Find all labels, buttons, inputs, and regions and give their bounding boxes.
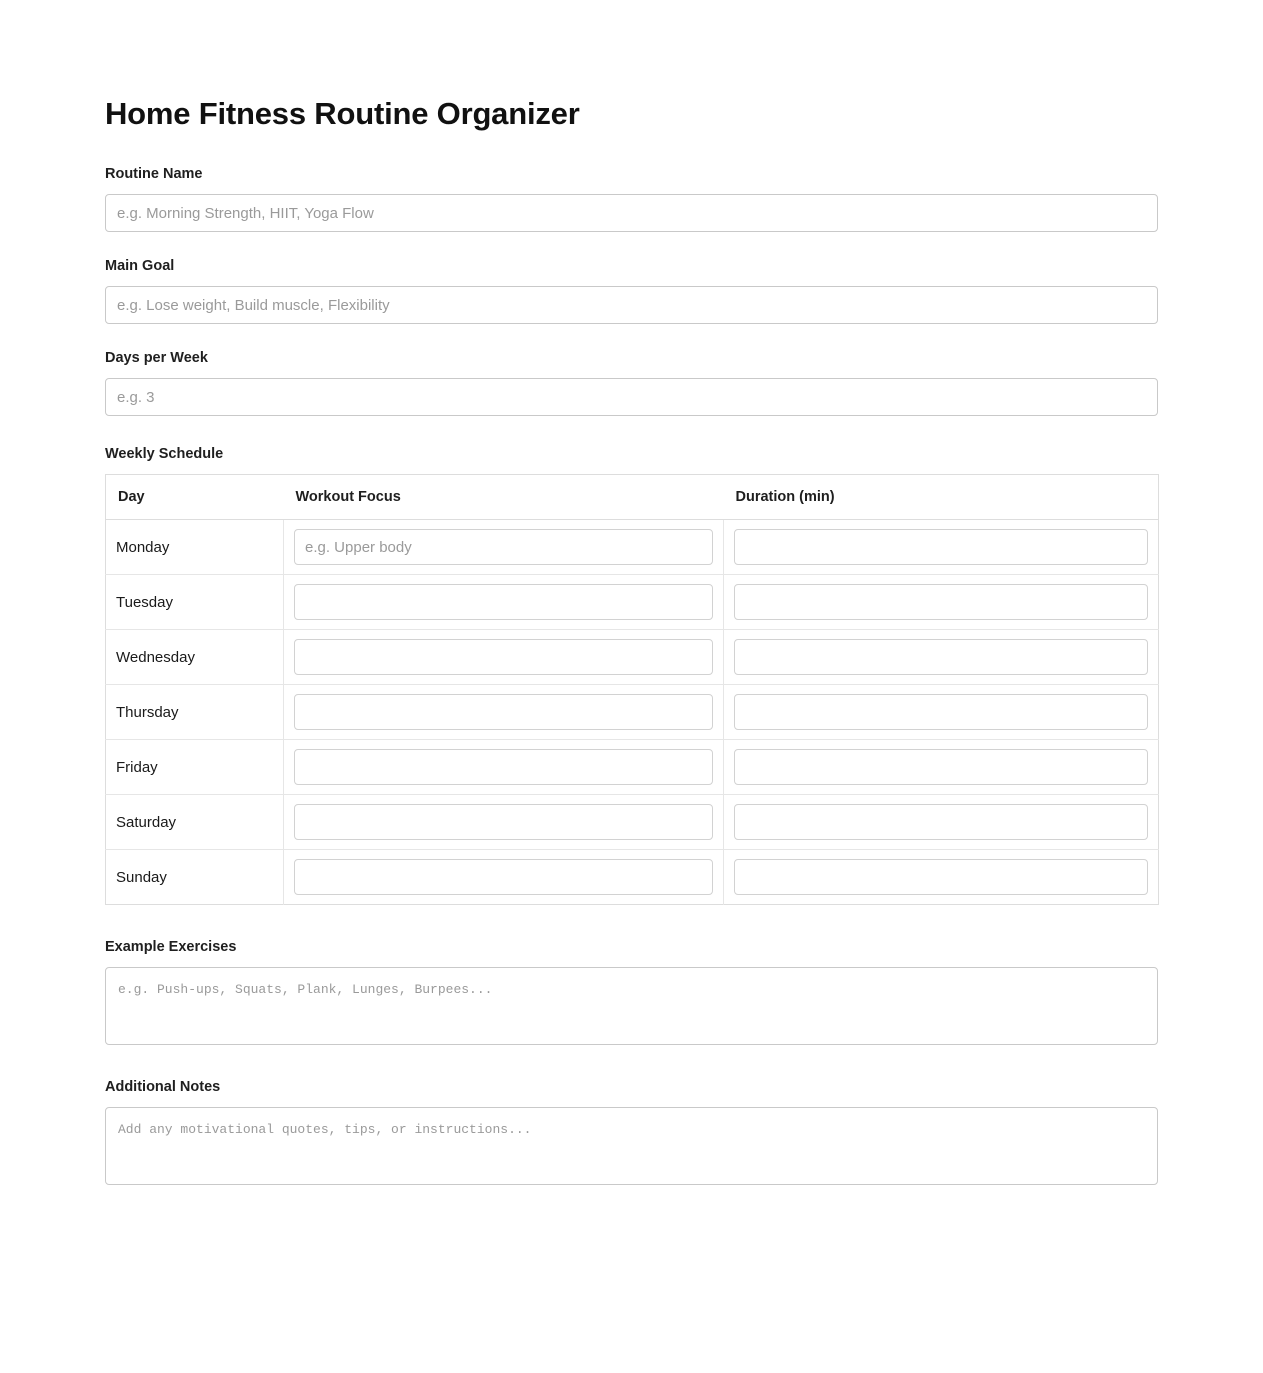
table-row — [106, 685, 1159, 740]
duration-cell — [724, 685, 1159, 740]
table-header-row — [106, 475, 1159, 520]
workout-focus-input[interactable] — [294, 529, 713, 565]
focus-cell — [284, 740, 724, 795]
main-goal-label: Main Goal — [105, 258, 175, 274]
focus-cell — [284, 795, 724, 850]
table-row — [106, 630, 1159, 685]
day-label: Saturday — [106, 795, 284, 850]
duration-input[interactable] — [734, 804, 1148, 840]
page-title: Home Fitness Routine Organizer — [105, 96, 580, 131]
day-label: Sunday — [106, 850, 284, 905]
table-row — [106, 575, 1159, 630]
duration-cell — [724, 850, 1159, 905]
days-per-week-input[interactable] — [105, 378, 1158, 416]
example-exercises-field — [105, 939, 1158, 1045]
weekly-schedule-label: Weekly Schedule — [105, 446, 224, 462]
weekly-schedule-table — [105, 474, 1159, 905]
workout-focus-input[interactable] — [294, 584, 713, 620]
days-per-week-label: Days per Week — [105, 350, 208, 366]
duration-input[interactable] — [734, 584, 1148, 620]
focus-cell — [284, 685, 724, 740]
workout-focus-input[interactable] — [294, 749, 713, 785]
duration-input[interactable] — [734, 694, 1148, 730]
focus-cell — [284, 850, 724, 905]
duration-input[interactable] — [734, 639, 1148, 675]
workout-focus-input[interactable] — [294, 804, 713, 840]
example-exercises-textarea[interactable] — [105, 967, 1158, 1045]
duration-input[interactable] — [734, 749, 1148, 785]
main-goal-field — [105, 258, 1158, 324]
table-row — [106, 520, 1159, 575]
duration-input[interactable] — [734, 859, 1148, 895]
workout-focus-input[interactable] — [294, 639, 713, 675]
table-row — [106, 850, 1159, 905]
day-label: Wednesday — [106, 630, 284, 685]
table-row — [106, 740, 1159, 795]
duration-cell — [724, 795, 1159, 850]
duration-cell — [724, 575, 1159, 630]
day-label: Monday — [106, 520, 284, 575]
additional-notes-textarea[interactable] — [105, 1107, 1158, 1185]
table-row — [106, 795, 1159, 850]
routine-name-input[interactable] — [105, 194, 1158, 232]
additional-notes-field — [105, 1079, 1158, 1185]
days-per-week-field — [105, 350, 1158, 416]
day-label: Tuesday — [106, 575, 284, 630]
column-header-duration: Duration (min) — [724, 475, 1159, 520]
duration-cell — [724, 740, 1159, 795]
focus-cell — [284, 575, 724, 630]
additional-notes-label: Additional Notes — [105, 1079, 221, 1095]
routine-name-field — [105, 166, 1158, 232]
column-header-focus: Workout Focus — [284, 475, 724, 520]
focus-cell — [284, 520, 724, 575]
duration-cell — [724, 520, 1159, 575]
weekly-schedule-section — [105, 446, 1158, 905]
column-header-day: Day — [106, 475, 284, 520]
duration-cell — [724, 630, 1159, 685]
routine-name-label: Routine Name — [105, 166, 203, 182]
example-exercises-label: Example Exercises — [105, 939, 237, 955]
workout-focus-input[interactable] — [294, 694, 713, 730]
main-goal-input[interactable] — [105, 286, 1158, 324]
day-label: Thursday — [106, 685, 284, 740]
workout-focus-input[interactable] — [294, 859, 713, 895]
duration-input[interactable] — [734, 529, 1148, 565]
day-label: Friday — [106, 740, 284, 795]
focus-cell — [284, 630, 724, 685]
